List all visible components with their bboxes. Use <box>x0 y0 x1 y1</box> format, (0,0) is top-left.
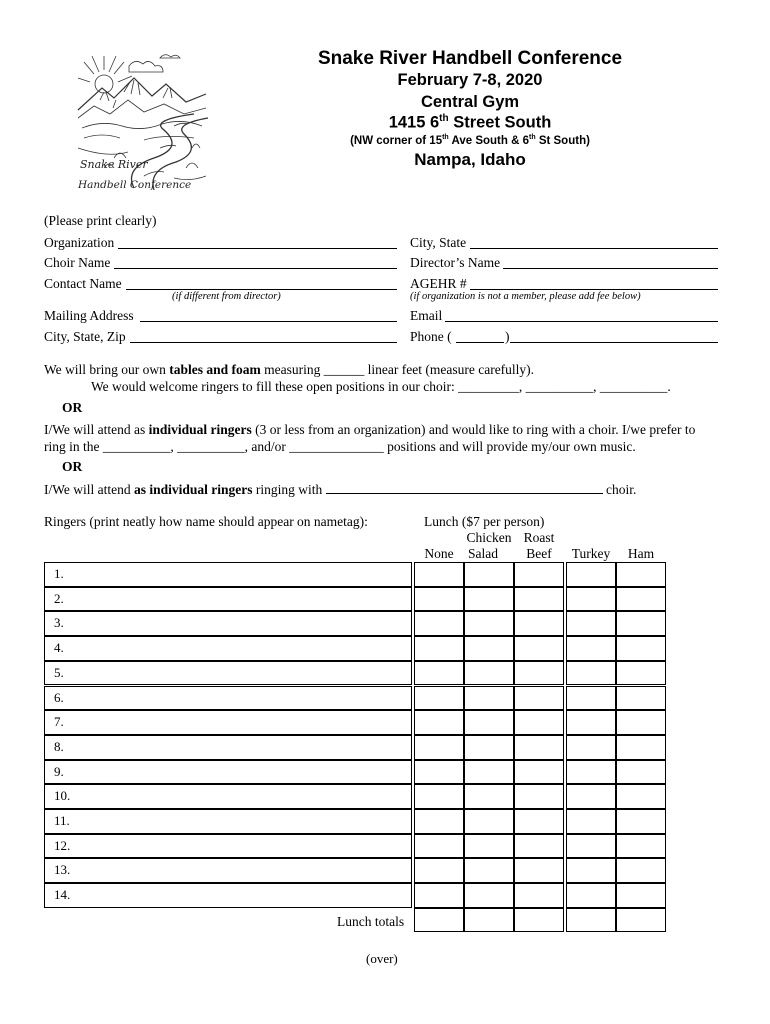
ringers-label: Ringers (print neatly how name should appear on nametag): <box>44 514 368 529</box>
ringer-row[interactable]: 6. <box>44 686 412 711</box>
conference-corner <box>300 134 640 147</box>
lunch-cell-salad[interactable] <box>464 735 514 760</box>
lunch-total-turkey[interactable] <box>566 908 616 933</box>
ringer-row[interactable]: 10. <box>44 784 412 809</box>
phone-paren-close: ) <box>505 329 510 344</box>
ringer-row[interactable]: 9. <box>44 760 412 785</box>
lunch-cell-beef[interactable] <box>514 636 564 661</box>
organization-label: Organization <box>44 235 115 250</box>
attend-text-a: I/We will attend as <box>44 422 149 437</box>
lunch-cell-beef[interactable] <box>514 834 564 859</box>
ringer-row[interactable]: 3. <box>44 611 412 636</box>
lunch-cell-turkey[interactable] <box>566 883 616 908</box>
lunch-cell-none[interactable] <box>414 611 464 636</box>
lunch-cell-turkey[interactable] <box>566 636 616 661</box>
lunch-cell-ham[interactable] <box>616 562 666 587</box>
ringer-row[interactable]: 12. <box>44 834 412 859</box>
lunch-total-beef[interactable] <box>514 908 564 933</box>
lunch-cell-turkey[interactable] <box>566 587 616 612</box>
agehr-note: (if organization is not a member, please add fee below) <box>410 291 641 302</box>
lunch-cell-none[interactable] <box>414 883 464 908</box>
lunch-cell-beef[interactable] <box>514 809 564 834</box>
lunch-cell-beef[interactable] <box>514 611 564 636</box>
lunch-cell-salad[interactable] <box>464 858 514 883</box>
choir-name-field[interactable] <box>114 255 397 269</box>
attend-text-c: (3 or less from an organization) and would like to ring with a choir. I/we prefer to <box>251 422 696 437</box>
col-ham: Ham <box>627 546 655 561</box>
logo-text-line2: Handbell Conference <box>78 179 192 191</box>
phone-label: Phone ( <box>410 329 452 344</box>
tables-text-c: measuring ______ linear feet (measure carefully). <box>260 362 535 377</box>
lunch-cell-ham[interactable] <box>616 834 666 859</box>
lunch-cell-ham[interactable] <box>616 883 666 908</box>
col-salad: Salad <box>468 546 498 561</box>
col-beef: Beef <box>526 546 552 561</box>
email-label: Email <box>410 308 443 323</box>
city-state-field[interactable] <box>470 235 718 249</box>
contact-name-field[interactable] <box>126 276 397 290</box>
corner-sup-2: th <box>529 134 536 141</box>
ringing-with-choir-option <box>44 482 636 498</box>
lunch-cell-ham[interactable] <box>616 735 666 760</box>
lunch-cell-salad[interactable] <box>464 883 514 908</box>
contact-name-label: Contact Name <box>44 276 122 291</box>
ringer-row[interactable]: 4. <box>44 636 412 661</box>
lunch-cell-none[interactable] <box>414 760 464 785</box>
with-text-d: choir. <box>602 482 637 497</box>
attend-text-b: individual ringers <box>148 422 252 437</box>
lunch-cell-none[interactable] <box>414 834 464 859</box>
lunch-cell-beef[interactable] <box>514 858 564 883</box>
lunch-cell-ham[interactable] <box>616 587 666 612</box>
lunch-cell-ham[interactable] <box>616 686 666 711</box>
lunch-cell-ham[interactable] <box>616 661 666 686</box>
lunch-cell-salad[interactable] <box>464 686 514 711</box>
with-text-b: as individual ringers <box>134 482 253 497</box>
address-number: 1415 6 <box>388 113 440 132</box>
directors-name-field[interactable] <box>503 255 718 269</box>
lunch-cell-beef[interactable] <box>514 587 564 612</box>
lunch-cell-none[interactable] <box>414 858 464 883</box>
lunch-cell-salad[interactable] <box>464 784 514 809</box>
lunch-cell-beef[interactable] <box>514 562 564 587</box>
conference-venue: Central Gym <box>420 93 520 111</box>
lunch-cell-none[interactable] <box>414 735 464 760</box>
choir-name-label: Choir Name <box>44 255 111 270</box>
corner-sup-1: th <box>442 134 449 141</box>
lunch-cell-salad[interactable] <box>464 562 514 587</box>
lunch-cell-none[interactable] <box>414 661 464 686</box>
lunch-cell-turkey[interactable] <box>566 661 616 686</box>
lunch-cell-ham[interactable] <box>616 636 666 661</box>
lunch-total-none[interactable] <box>414 908 464 933</box>
conference-logo <box>74 48 210 194</box>
lunch-cell-none[interactable] <box>414 636 464 661</box>
ringer-row[interactable]: 1. <box>44 562 412 587</box>
open-positions-text: We would welcome ringers to fill these open positions in our choir: _________, __________, __________. <box>91 379 671 394</box>
corner-part-a: (NW corner of 15 <box>350 134 443 147</box>
lunch-cell-turkey[interactable] <box>566 611 616 636</box>
lunch-cell-turkey[interactable] <box>566 735 616 760</box>
conference-dates: February 7-8, 2020 <box>397 71 543 89</box>
organization-field[interactable] <box>118 235 397 249</box>
col-top-chicken: Chicken <box>466 530 512 545</box>
lunch-cell-ham[interactable] <box>616 809 666 834</box>
contact-name-note: (if different from director) <box>172 291 281 302</box>
ringer-row[interactable]: 14. <box>44 883 412 908</box>
mountain-river-illustration <box>74 48 210 194</box>
lunch-cell-salad[interactable] <box>464 611 514 636</box>
lunch-cell-beef[interactable] <box>514 784 564 809</box>
lunch-cell-salad[interactable] <box>464 809 514 834</box>
address-suffix: th <box>439 113 449 124</box>
lunch-header: Lunch ($7 per person) <box>424 514 545 529</box>
ringer-row[interactable]: 11. <box>44 809 412 834</box>
logo-text-line1: Snake River <box>80 158 148 171</box>
lunch-cell-ham[interactable] <box>616 611 666 636</box>
lunch-cell-turkey[interactable] <box>566 760 616 785</box>
lunch-cell-none[interactable] <box>414 710 464 735</box>
or-divider-2: OR <box>62 459 83 474</box>
city-state-zip-label: City, State, Zip <box>44 329 126 344</box>
tables-text-a: We will bring our own <box>44 362 170 377</box>
individual-ringers-option <box>44 422 695 438</box>
address-street: Street South <box>448 113 552 132</box>
corner-part-c: St South) <box>535 134 590 147</box>
tables-foam-option <box>44 362 534 378</box>
lunch-cell-salad[interactable] <box>464 587 514 612</box>
lunch-cell-ham[interactable] <box>616 760 666 785</box>
lunch-cell-turkey[interactable] <box>566 834 616 859</box>
lunch-cell-none[interactable] <box>414 562 464 587</box>
lunch-cell-salad[interactable] <box>464 636 514 661</box>
agehr-field[interactable] <box>470 276 718 290</box>
lunch-cell-turkey[interactable] <box>566 686 616 711</box>
city-state-label: City, State <box>410 235 467 250</box>
lunch-cell-beef[interactable] <box>514 661 564 686</box>
ringer-row[interactable]: 5. <box>44 661 412 686</box>
choir-name-blank[interactable] <box>326 482 603 494</box>
ringer-row[interactable]: 8. <box>44 735 412 760</box>
email-field[interactable] <box>445 308 718 322</box>
col-turkey: Turkey <box>571 546 611 561</box>
lunch-cell-turkey[interactable] <box>566 858 616 883</box>
lunch-cell-salad[interactable] <box>464 661 514 686</box>
phone-area-code-field[interactable] <box>456 329 504 343</box>
lunch-cell-ham[interactable] <box>616 710 666 735</box>
mailing-address-field[interactable] <box>140 308 397 322</box>
city-state-zip-field[interactable] <box>130 329 397 343</box>
directors-name-label: Director’s Name <box>410 255 501 270</box>
lunch-cell-turkey[interactable] <box>566 784 616 809</box>
lunch-cell-none[interactable] <box>414 809 464 834</box>
phone-number-field[interactable] <box>510 329 718 343</box>
lunch-cell-beef[interactable] <box>514 686 564 711</box>
lunch-cell-turkey[interactable] <box>566 562 616 587</box>
lunch-total-salad[interactable] <box>464 908 514 933</box>
with-text-c: ringing with <box>252 482 326 497</box>
lunch-cell-none[interactable] <box>414 784 464 809</box>
lunch-totals-label: Lunch totals <box>337 914 405 929</box>
mailing-address-label: Mailing Address <box>44 308 134 323</box>
conference-city: Nampa, Idaho <box>414 150 526 169</box>
over-note: (over) <box>366 951 398 966</box>
ringer-row[interactable]: 13. <box>44 858 412 883</box>
or-divider-1: OR <box>62 400 83 415</box>
lunch-cell-turkey[interactable] <box>566 809 616 834</box>
lunch-cell-none[interactable] <box>414 686 464 711</box>
lunch-cell-salad[interactable] <box>464 760 514 785</box>
conference-address <box>300 113 640 133</box>
tables-text-b: tables and foam <box>169 362 261 377</box>
lunch-cell-beef[interactable] <box>514 760 564 785</box>
lunch-cell-none[interactable] <box>414 587 464 612</box>
conference-title: Snake River Handbell Conference <box>317 48 623 69</box>
ringer-row[interactable]: 7. <box>44 710 412 735</box>
lunch-cell-ham[interactable] <box>616 784 666 809</box>
lunch-cell-salad[interactable] <box>464 710 514 735</box>
lunch-cell-turkey[interactable] <box>566 710 616 735</box>
lunch-cell-ham[interactable] <box>616 858 666 883</box>
ringer-row[interactable]: 2. <box>44 587 412 612</box>
individual-ringers-positions: ring in the __________, __________, and/or ______________ positions and will provide my/our own music. <box>44 439 636 454</box>
lunch-cell-beef[interactable] <box>514 735 564 760</box>
corner-part-b: Ave South & 6 <box>448 134 530 147</box>
lunch-cell-beef[interactable] <box>514 710 564 735</box>
lunch-total-ham[interactable] <box>616 908 666 933</box>
agehr-label: AGEHR # <box>410 276 467 291</box>
col-none: None <box>424 546 454 561</box>
lunch-cell-beef[interactable] <box>514 883 564 908</box>
print-clearly-note: (Please print clearly) <box>44 213 157 228</box>
lunch-cell-salad[interactable] <box>464 834 514 859</box>
col-top-roast: Roast <box>523 530 555 545</box>
with-text-a: I/We will attend <box>44 482 135 497</box>
